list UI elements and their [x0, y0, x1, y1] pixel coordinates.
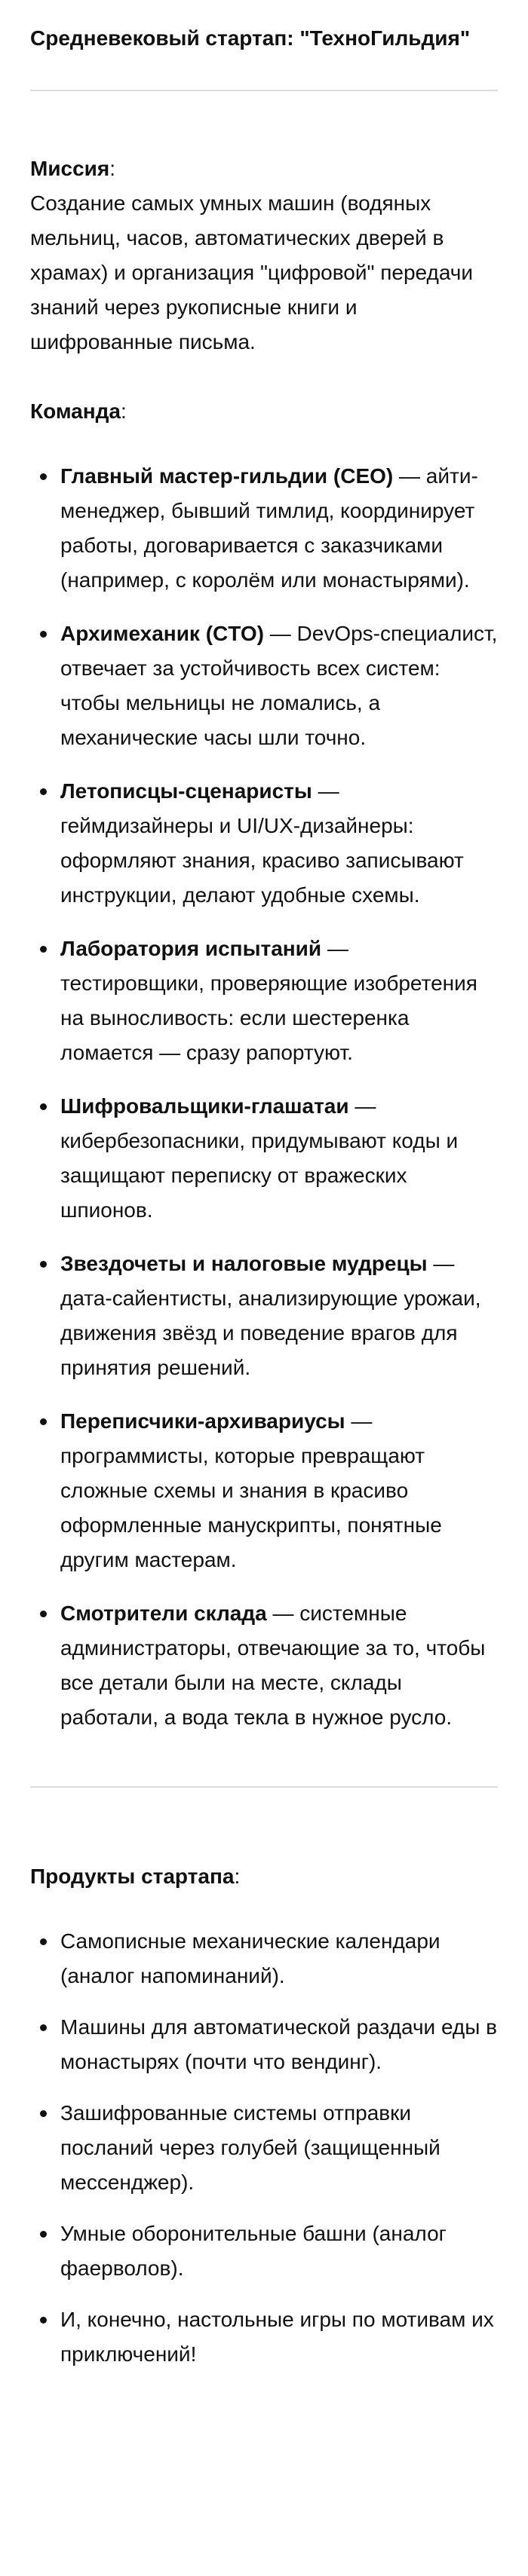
bullet-icon: [40, 2231, 47, 2238]
bullet-icon: [40, 631, 47, 638]
bullet-icon: [40, 1103, 47, 1110]
team-member: [30, 1404, 498, 1577]
team-list: [30, 459, 498, 1735]
divider-top: [30, 90, 498, 91]
member-desc: — DevOps-специалист, отвечает за устойчивость всех систем: чтобы мельницы не ломались, а механические часы шли точно.: [60, 622, 498, 749]
product-item: [30, 2096, 498, 2200]
member-desc: — айти-менеджер, бывший тимлид, координирует работы, договаривается с заказчиками (например, с королём или монастырями).: [60, 464, 478, 592]
product-text: Самописные механические календари (аналог напоминаний).: [60, 1929, 441, 1987]
team-label: Команда: [30, 399, 121, 423]
mission-text: Создание самых умных машин (водяных мельниц, часов, автоматических дверей в храмах) и организация "цифровой" передачи знаний через рукописные книги и шифрованные письма.: [30, 191, 474, 353]
member-role: Летописцы-сценаристы: [60, 779, 312, 803]
products-list: [30, 1924, 498, 2372]
bullet-icon: [40, 1418, 47, 1425]
divider-middle: [30, 1786, 498, 1788]
team-member: [30, 1089, 498, 1228]
product-text: Умные оборонительные башни (аналог фаерволов).: [60, 2222, 447, 2280]
team-member: [30, 1247, 498, 1385]
member-role: Смотрители склада: [60, 1602, 267, 1625]
member-desc: — системные администраторы, отвечающие за то, чтобы все детали были на месте, склады работали, а вода текла в нужное русло.: [60, 1602, 486, 1729]
member-role: Звездочеты и налоговые мудрецы: [60, 1252, 428, 1275]
products-colon: :: [234, 1865, 241, 1888]
team-member: [30, 932, 498, 1070]
mission-label: Миссия: [30, 157, 110, 180]
mission-paragraph: [30, 151, 498, 359]
product-item: [30, 1924, 498, 1993]
bullet-icon: [40, 473, 47, 480]
member-desc: — кибербезопасники, придумывают коды и защищают переписку от вражеских шпионов.: [60, 1094, 459, 1222]
member-role: Лаборатория испытаний: [60, 937, 322, 960]
bullet-icon: [40, 2317, 47, 2324]
member-desc: — дата-сайентисты, анализирующие урожаи, движения звёзд и поведение врагов для принятия решений.: [60, 1252, 481, 1379]
bullet-icon: [40, 1611, 47, 1617]
product-text: Зашифрованные системы отправки посланий через голубей (защищенный мессенджер).: [60, 2101, 441, 2194]
member-role: Переписчики-архивариусы: [60, 1409, 345, 1433]
product-text: И, конечно, настольные игры по мотивам их приключений!: [60, 2308, 494, 2366]
products-heading: [30, 1859, 498, 1894]
team-colon: :: [121, 399, 127, 423]
product-item: [30, 2217, 498, 2286]
bullet-icon: [40, 946, 47, 953]
team-member: [30, 459, 498, 598]
team-member: [30, 774, 498, 913]
product-text: Машины для автоматической раздачи еды в монастырях (почти что вендинг).: [60, 2015, 498, 2073]
document: [0, 21, 528, 2372]
page-title: Средневековый стартап: "ТехноГильдия": [30, 26, 471, 50]
member-desc: — тестировщики, проверяющие изобретения на выносливость: если шестеренка ломается — сразу рапортуют.: [60, 937, 477, 1064]
bullet-icon: [40, 2110, 47, 2117]
bullet-icon: [40, 788, 47, 795]
bullet-icon: [40, 1261, 47, 1268]
member-desc: — программисты, которые превращают сложные схемы и знания в красиво оформленные манускрипты, понятные другим мастерам.: [60, 1409, 442, 1571]
product-item: [30, 2302, 498, 2372]
member-desc: — геймдизайнеры и UI/UX-дизайнеры: оформляют знания, красиво записывают инструкции, делают удобные схемы.: [60, 779, 464, 907]
team-member: [30, 616, 498, 755]
products-label: Продукты стартапа: [30, 1865, 235, 1888]
bullet-icon: [40, 2024, 47, 2031]
team-member: [30, 1596, 498, 1735]
mission-colon: :: [109, 157, 116, 180]
member-role: Шифровальщики-глашатаи: [60, 1094, 349, 1118]
member-role: Главный мастер-гильдии (CEO): [60, 464, 394, 488]
bullet-icon: [40, 1938, 47, 1945]
product-item: [30, 2010, 498, 2079]
team-heading: [30, 394, 498, 429]
member-role: Архимеханик (CTO): [60, 622, 264, 645]
